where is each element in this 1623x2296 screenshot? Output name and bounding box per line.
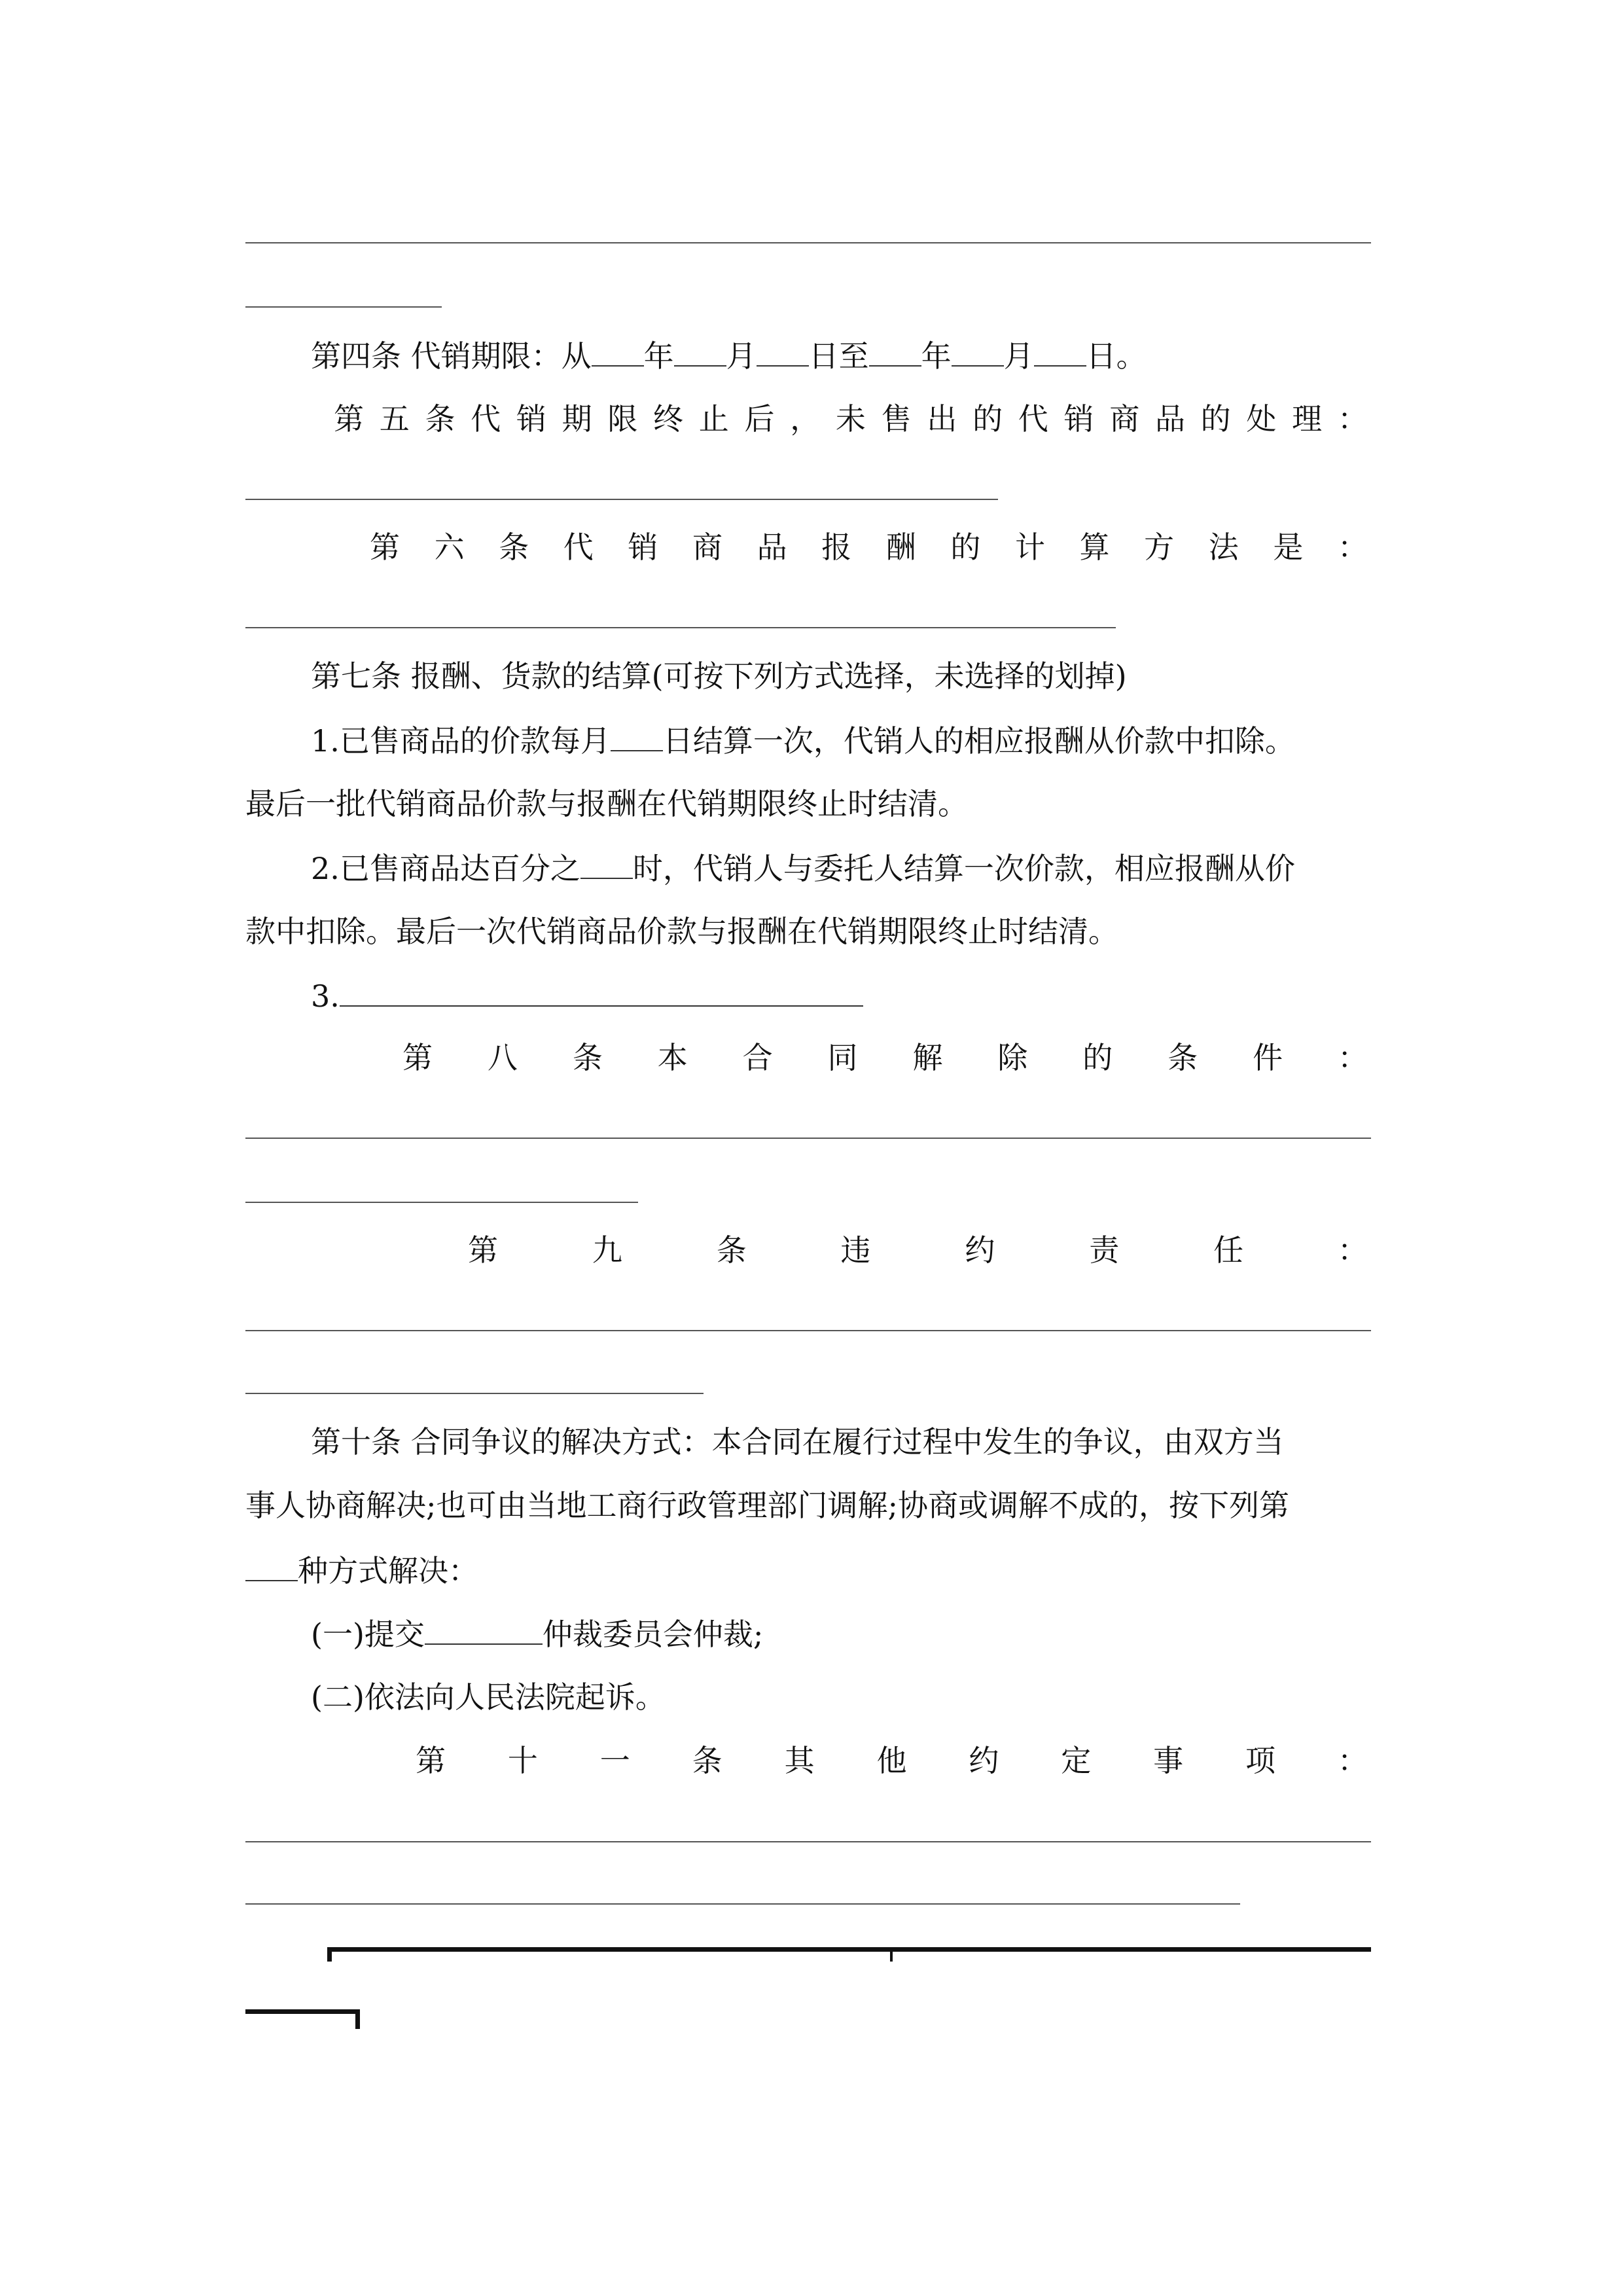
article-7-item-1: 1.已售商品的价款每月 日结算一次，代销人的相应报酬从价款中扣除。 bbox=[311, 720, 1295, 761]
fill-line bbox=[245, 499, 998, 500]
thick-rule bbox=[327, 1947, 1371, 1952]
fill-line bbox=[245, 1393, 704, 1394]
thick-rule bbox=[245, 2009, 360, 2014]
rule-tick bbox=[327, 1947, 332, 1962]
article-7-title: 第七条 报酬、货款的结算(可按下列方式选择，未选择的划掉) bbox=[311, 658, 1127, 694]
article-10-line-2: 事人协商解决;也可由当地工商行政管理部门调解;协商或调解不成的，按下列第 bbox=[245, 1488, 1289, 1523]
article-10-line-1: 第十条 合同争议的解决方式：本合同在履行过程中发生的争议，由双方当 bbox=[311, 1424, 1284, 1460]
fill-line bbox=[245, 1330, 1371, 1331]
rule-tick bbox=[355, 2009, 360, 2029]
fill-line bbox=[245, 1138, 1371, 1139]
article-5: 第 五 条 代 销 期 限 终 止 后 ， 未 售 出 的 代 销 商 品 的 处 理 ： bbox=[334, 401, 1368, 437]
fill-line bbox=[245, 1903, 1240, 1905]
fill-line bbox=[245, 1202, 638, 1203]
article-8: 第 八 条 本 合 同 解 除 的 条 件 ： bbox=[402, 1040, 1368, 1075]
article-7-item-3: 3. bbox=[311, 975, 863, 1016]
article-7-item-2-cont: 款中扣除。最后一次代销商品价款与报酬在代销期限终止时结清。 bbox=[245, 914, 1118, 949]
fill-line bbox=[245, 306, 442, 308]
fill-line bbox=[245, 242, 1371, 243]
fill-line bbox=[245, 627, 1116, 628]
fill-line bbox=[245, 1841, 1371, 1842]
article-7-item-2: 2.已售商品达百分之 时，代销人与委托人结算一次价款，相应报酬从价 bbox=[311, 848, 1295, 888]
article-7-item-1-cont: 最后一批代销商品价款与报酬在代销期限终止时结清。 bbox=[245, 786, 968, 821]
article-9: 第 九 条 违 约 责 任 ： bbox=[468, 1232, 1368, 1268]
article-6: 第 六 条 代 销 商 品 报 酬 的 计 算 方 法 是 ： bbox=[370, 529, 1368, 565]
article-10-option-1: (一)提交 仲裁委员会仲裁; bbox=[311, 1613, 763, 1654]
rule-tick bbox=[890, 1947, 893, 1962]
article-10-line-3: 种方式解决： bbox=[245, 1550, 478, 1590]
article-10-option-2: (二)依法向人民法院起诉。 bbox=[311, 1679, 666, 1715]
article-4: 第四条 代销期限：从 年 月 日至 年 月 日。 bbox=[311, 335, 1147, 376]
article-11: 第 十 一 条 其 他 约 定 事 项 ： bbox=[416, 1743, 1368, 1778]
